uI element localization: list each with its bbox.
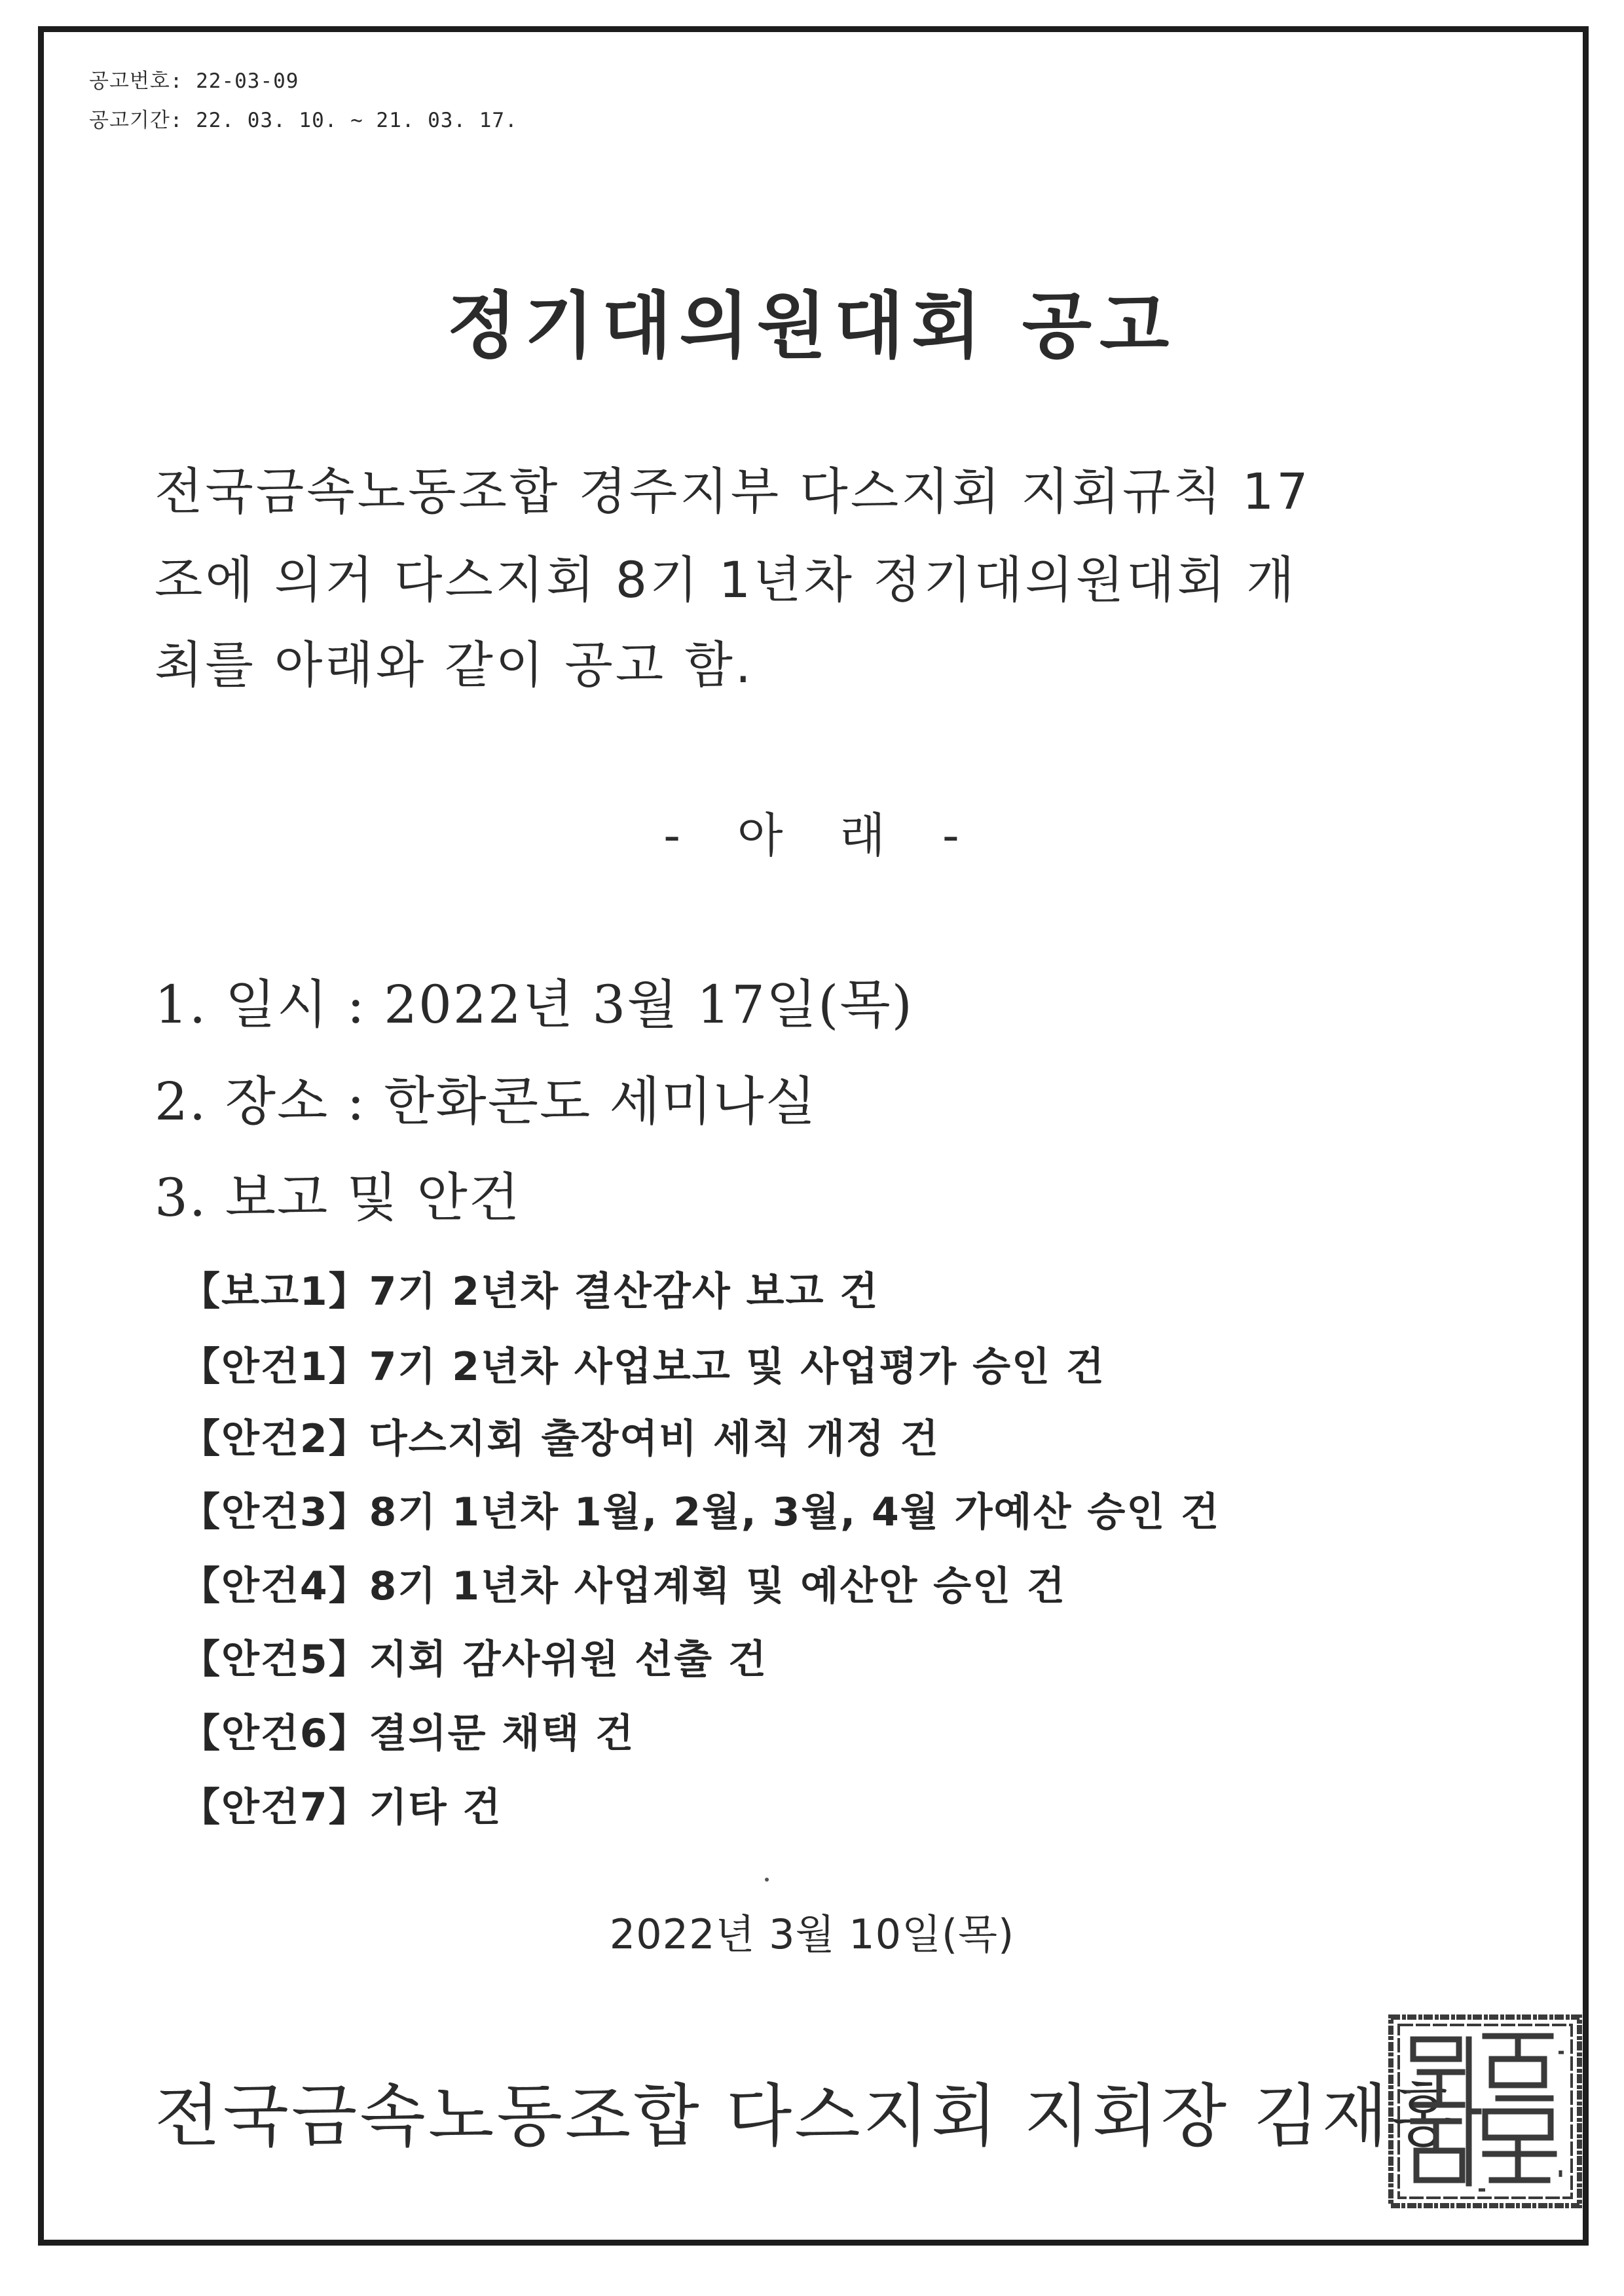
document-title: 정기대의원대회 공고 (447, 284, 1177, 368)
agenda-item-6: 【안건6】결의문 채택 건 (181, 1711, 635, 1757)
issue-date: 2022년 3월 10일(목) (609, 1910, 1015, 1958)
notice-number-value: 22-03-09 (196, 69, 299, 93)
notice-period-label: 공고기간: (89, 109, 183, 132)
notice-period-value: 22. 03. 10. ~ 21. 03. 17. (196, 109, 518, 132)
official-seal-stamp (1387, 2013, 1583, 2210)
intro-line-2: 조에 의거 다스지회 8기 1년차 정기대의원대회 개 (155, 551, 1297, 609)
agenda-item-5: 【안건5】지회 감사위원 선출 건 (181, 1637, 767, 1683)
agenda-item-1: 【안건1】7기 2년차 사업보고 및 사업평가 승인 건 (181, 1344, 1105, 1390)
item-agenda-heading: 3. 보고 및 안건 (155, 1167, 521, 1228)
signature-line: 전국금속노동조합 다스지회 지회장 김재홍 (155, 2076, 1459, 2156)
intro-line-3: 최를 아래와 같이 공고 함. (155, 636, 754, 694)
below-heading: - 아 래 - (663, 808, 961, 863)
item-location: 2. 장소 : 한화콘도 세미나실 (155, 1071, 817, 1132)
agenda-item-7: 【안건7】기타 건 (181, 1785, 502, 1831)
notice-number-label: 공고번호: (89, 69, 183, 93)
scan-speck (765, 1878, 769, 1882)
agenda-item-2: 【안건2】다스지회 출장여비 세칙 개정 건 (181, 1416, 940, 1462)
item-date-time: 1. 일시 : 2022년 3월 17일(목) (155, 974, 913, 1035)
agenda-item-4: 【안건4】8기 1년차 사업계획 및 예산안 승인 건 (181, 1563, 1066, 1609)
notice-period (89, 103, 518, 133)
intro-line-1: 전국금속노동조합 경주지부 다스지회 지회규칙 17 (155, 462, 1311, 520)
agenda-report-1: 【보고1】7기 2년차 결산감사 보고 건 (181, 1269, 879, 1315)
notice-number (89, 64, 299, 94)
agenda-item-3: 【안건3】8기 1년차 1월, 2월, 3월, 4월 가예산 승인 건 (181, 1489, 1221, 1535)
